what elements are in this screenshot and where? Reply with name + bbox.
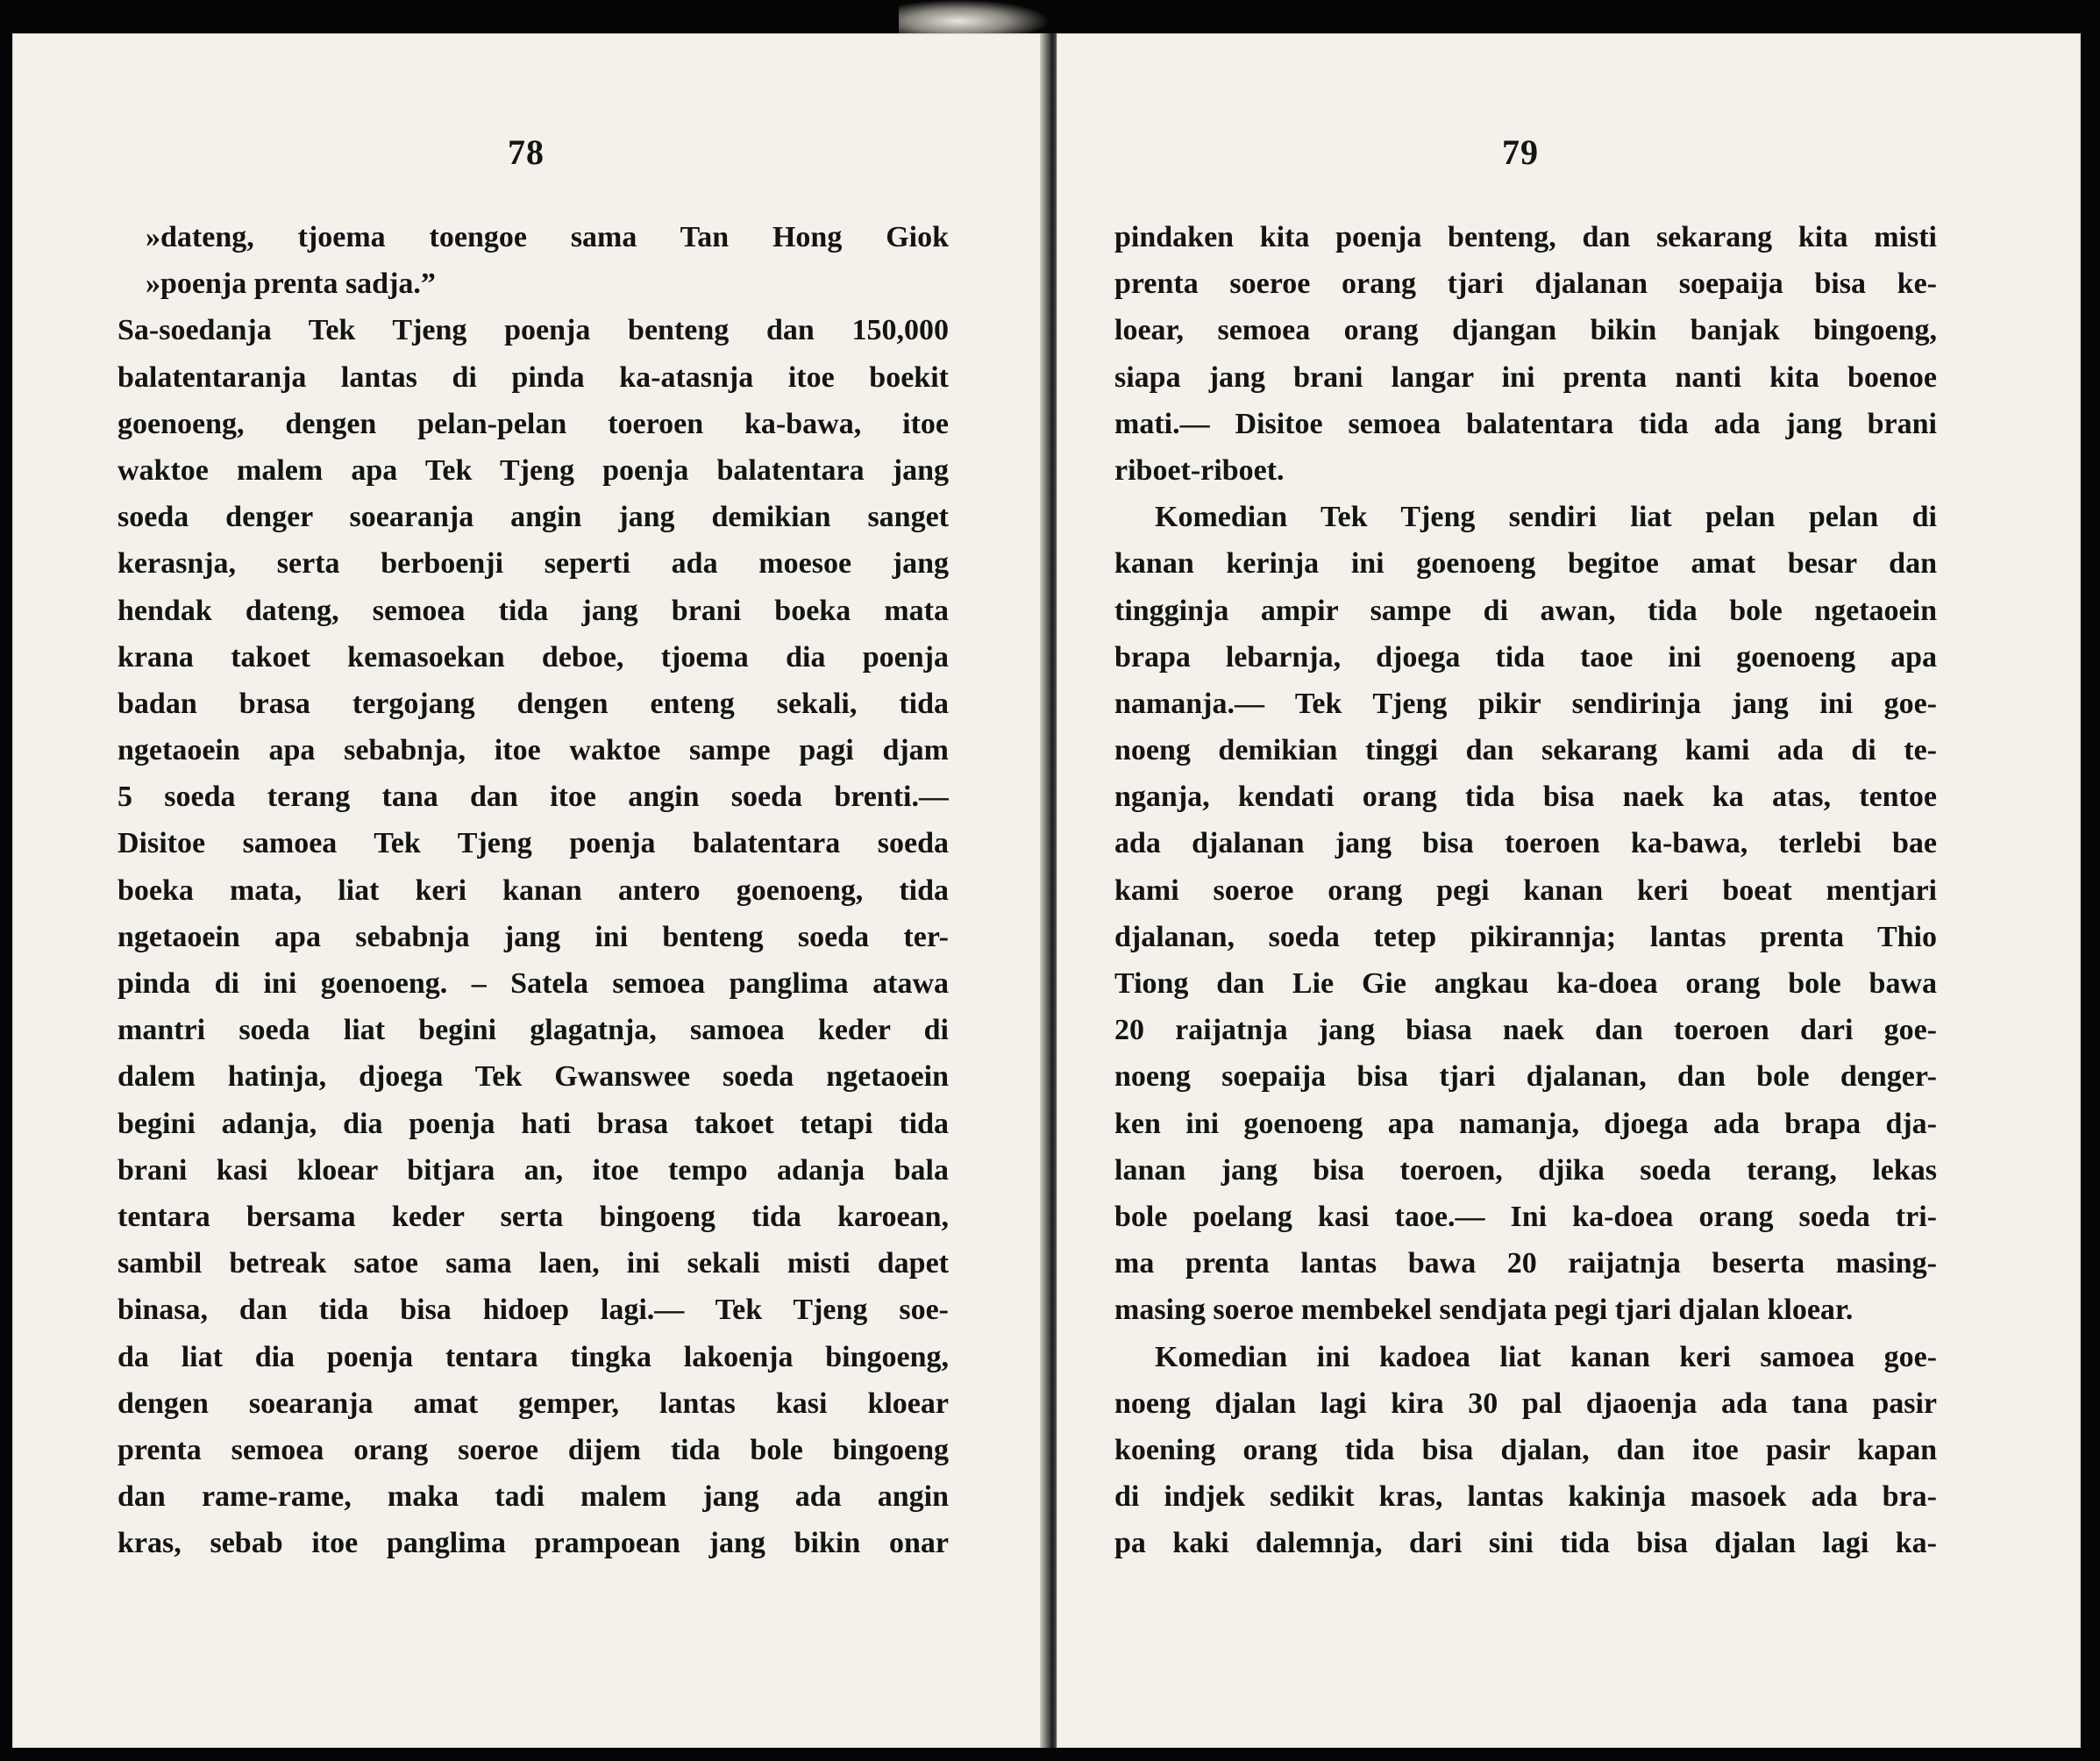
text-line: ada djalanan jang bisa toeroen ka-bawa, terlebi bae: [1114, 827, 1937, 860]
text-line: ngetaoein apa sebabnja, itoe waktoe sampe pagi djam: [117, 734, 949, 767]
binding-edge-scrap: [899, 0, 1048, 35]
text-line: riboet-riboet.: [1114, 453, 1285, 487]
text-line: balatentaranja lantas di pinda ka-atasnja itoe boekit: [117, 360, 949, 394]
text-line: ngetaoein apa sebabnja jang ini benteng soeda ter-: [117, 920, 949, 953]
text-line: kras, sebab itoe panglima prampoean jang bikin onar: [117, 1527, 949, 1560]
text-line: noeng demikian tinggi dan sekarang kami ada di te-: [1114, 734, 1937, 767]
text-line: koening orang tida bisa djalan, dan itoe pasir kapan: [1114, 1433, 1937, 1466]
text-line: da liat dia poenja tentara tingka lakoenja bingoeng,: [117, 1340, 949, 1373]
text-line: dan rame-rame, maka tadi malem jang ada angin: [117, 1480, 949, 1514]
left-page: [12, 33, 1045, 1748]
text-line: Sa-soedanja Tek Tjeng poenja benteng dan 150,000: [117, 314, 949, 347]
text-line: Komedian ini kadoea liat kanan keri samoea goe-: [1155, 1340, 1937, 1373]
text-line: goenoeng, dengen pelan-pelan toeroen ka-bawa, itoe: [117, 407, 949, 440]
text-line: masing soeroe membekel sendjata pegi tjari djalan kloear.: [1114, 1294, 1854, 1327]
text-line: badan brasa tergojang dengen enteng sekali, tida: [117, 687, 949, 720]
text-line: mantri soeda liat begini glagatnja, samoea keder di: [117, 1014, 949, 1047]
text-line: noeng soepaija bisa tjari djalanan, dan bole denger-: [1114, 1060, 1937, 1094]
text-line: Tiong dan Lie Gie angkau ka-doea orang bole bawa: [1114, 967, 1937, 1000]
body-text: [117, 214, 949, 1566]
body-text: [1114, 214, 1937, 1566]
text-line: di indjek sedikit kras, lantas kakinja masoek ada bra-: [1114, 1480, 1937, 1514]
text-line: brani kasi kloear bitjara an, itoe tempo adanja bala: [117, 1153, 949, 1187]
text-line: pa kaki dalemnja, dari sini tida bisa djalan lagi ka-: [1114, 1527, 1937, 1560]
text-line: waktoe malem apa Tek Tjeng poenja balatentara jang: [117, 453, 949, 487]
text-line: kerasnja, serta berboenji seperti ada moesoe jang: [117, 547, 949, 581]
text-line: siapa jang brani langar ini prenta nanti kita boenoe: [1114, 360, 1937, 394]
text-line: »poenja prenta sadja.”: [146, 267, 436, 301]
text-line: tentara bersama keder serta bingoeng tida karoean,: [117, 1200, 949, 1233]
text-line: pinda di ini goenoeng. – Satela semoea panglima atawa: [117, 967, 949, 1000]
text-line: »dateng, tjoema toengoe sama Tan Hong Giok: [146, 221, 949, 253]
text-line: soeda denger soearanja angin jang demikian sanget: [117, 501, 949, 534]
right-page: [1057, 33, 2081, 1748]
text-line: loear, semoea orang djangan bikin banjak bingoeng,: [1114, 314, 1937, 347]
text-line: begini adanja, dia poenja hati brasa takoet tetapi tida: [117, 1107, 949, 1140]
text-line: kami soeroe orang pegi kanan keri boeat mentjari: [1114, 873, 1937, 907]
text-line: binasa, dan tida bisa hidoep lagi.— Tek Tjeng soe-: [117, 1294, 949, 1327]
text-line: krana takoet kemasoekan deboe, tjoema dia poenja: [117, 640, 949, 674]
text-line: tingginja ampir sampe di awan, tida bole ngetaoein: [1114, 594, 1937, 627]
text-line: djalanan, soeda tetep pikirannja; lantas prenta Thio: [1114, 920, 1937, 953]
text-line: 20 raijatnja jang biasa naek dan toeroen dari goe-: [1114, 1014, 1937, 1047]
text-line: mati.— Disitoe semoea balatentara tida ada jang brani: [1114, 407, 1937, 440]
text-line: ken ini goenoeng apa namanja, djoega ada brapa dja-: [1114, 1107, 1937, 1140]
text-line: lanan jang bisa toeroen, djika soeda terang, lekas: [1114, 1153, 1937, 1187]
text-line: nganja, kendati orang tida bisa naek ka atas, tentoe: [1114, 781, 1937, 814]
text-line: hendak dateng, semoea tida jang brani boeka mata: [117, 594, 949, 627]
text-line: namanja.— Tek Tjeng pikir sendirinja jang ini goe-: [1114, 687, 1937, 720]
text-line: sambil betreak satoe sama laen, ini sekali misti dapet: [117, 1247, 949, 1280]
text-line: ma prenta lantas bawa 20 raijatnja beserta masing-: [1114, 1247, 1937, 1280]
text-line: prenta semoea orang soeroe dijem tida bole bingoeng: [117, 1433, 949, 1466]
text-line: noeng djalan lagi kira 30 pal djaoenja ada tana pasir: [1114, 1387, 1937, 1420]
text-line: Disitoe samoea Tek Tjeng poenja balatentara soeda: [117, 827, 949, 860]
text-line: bole poelang kasi taoe.— Ini ka-doea orang soeda tri-: [1114, 1200, 1937, 1233]
text-line: dengen soearanja amat gemper, lantas kasi kloear: [117, 1387, 949, 1420]
text-line: pindaken kita poenja benteng, dan sekarang kita misti: [1114, 221, 1937, 253]
text-line: dalem hatinja, djoega Tek Gwanswee soeda ngetaoein: [117, 1060, 949, 1094]
text-line: kanan kerinja ini goenoeng begitoe amat besar dan: [1114, 547, 1937, 581]
page-number: 79: [1502, 132, 1539, 172]
text-line: Komedian Tek Tjeng sendiri liat pelan pelan di: [1155, 501, 1937, 534]
page-number: 78: [508, 132, 545, 172]
text-line: 5 soeda terang tana dan itoe angin soeda brenti.—: [117, 781, 949, 814]
text-line: prenta soeroe orang tjari djalanan soepaija bisa ke-: [1114, 267, 1937, 301]
text-line: brapa lebarnja, djoega tida taoe ini goenoeng apa: [1114, 640, 1937, 674]
text-line: boeka mata, liat keri kanan antero goenoeng, tida: [117, 873, 949, 907]
